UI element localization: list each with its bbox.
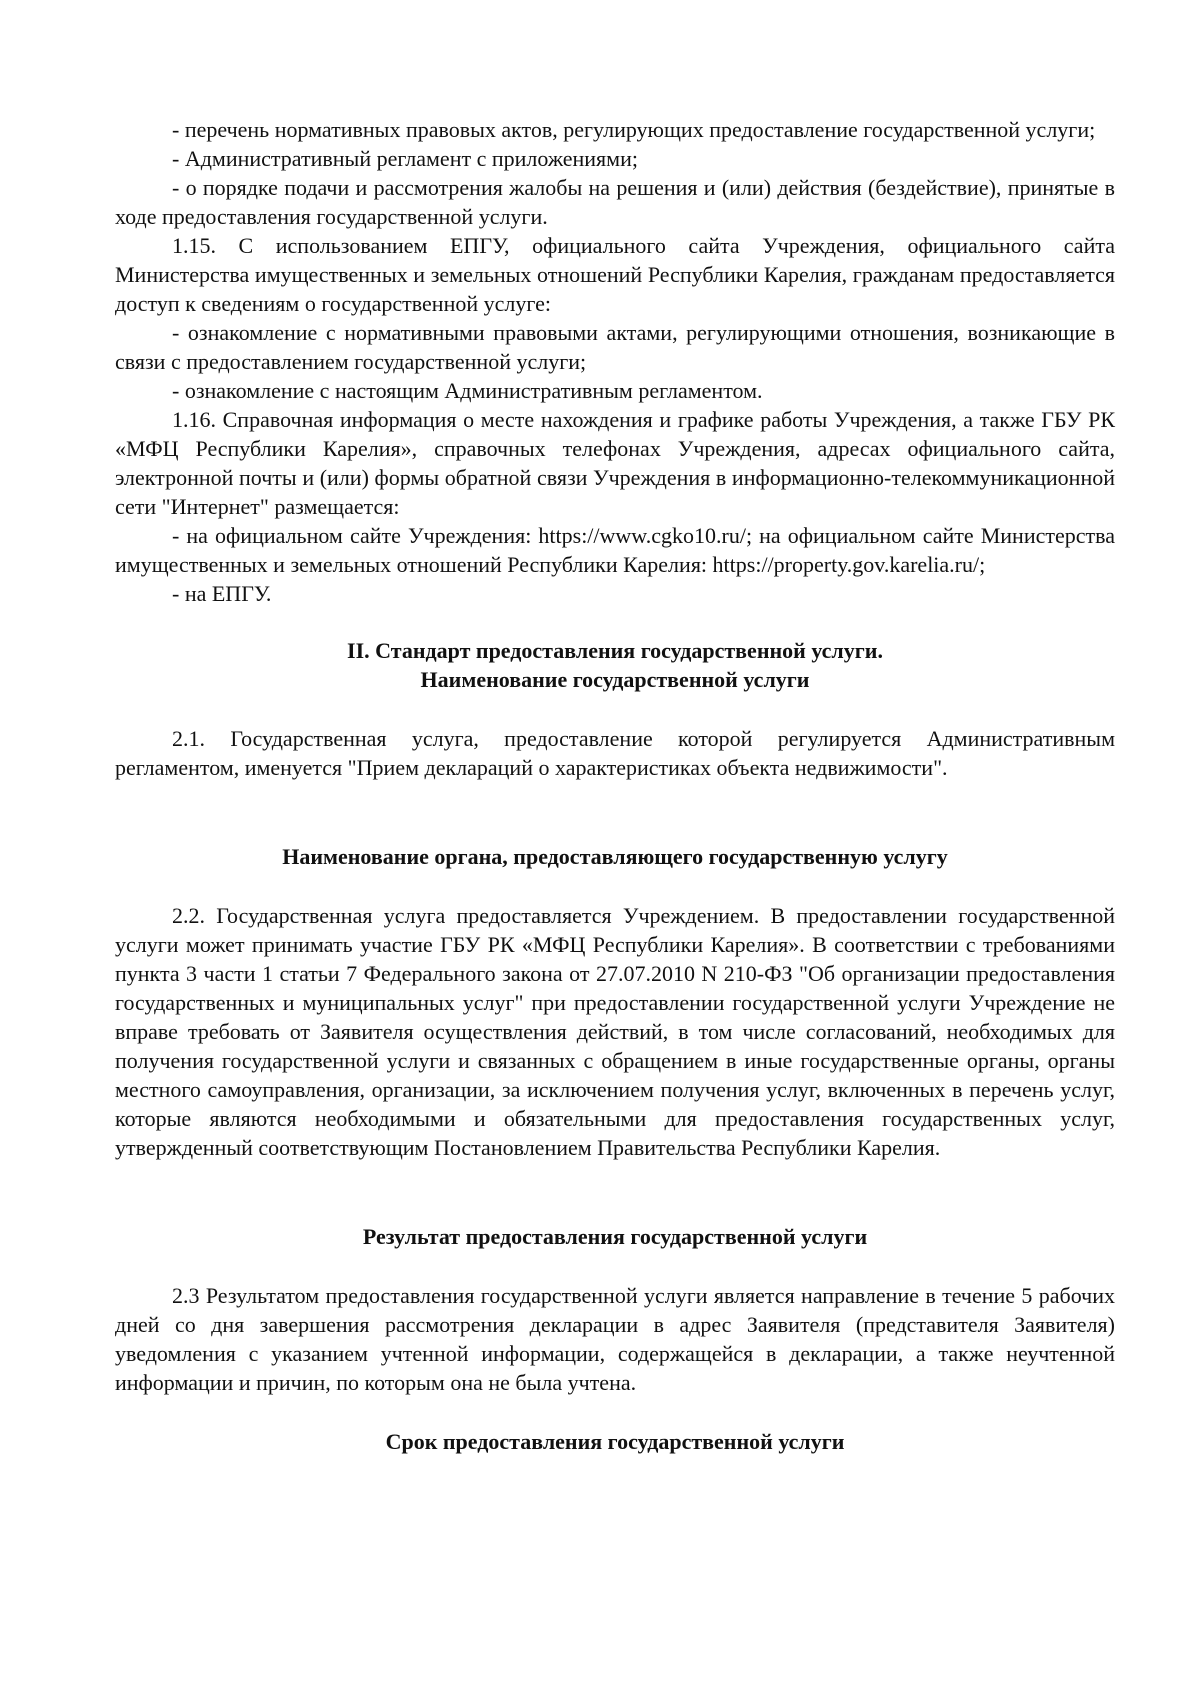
heading-service-term: Срок предоставления государственной услуги: [385, 1429, 845, 1454]
heading-service-result: Результат предоставления государственной услуги: [362, 1224, 868, 1249]
section-2-subheading: Наименование государственной услуги: [420, 667, 810, 692]
list-item-complaint-procedure: - о порядке подачи и рассмотрения жалобы на решения и (или) действия (бездействие), принятые в ходе предоставления государственной услуги.: [115, 175, 1115, 229]
paragraph-1-15: 1.15. С использованием ЕПГУ, официального сайта Учреждения, официального сайта Министерства имущественных и земельных отношений Республики Карелия, гражданам предоставляется доступ к сведениям о государственной услуге:: [115, 233, 1115, 316]
section-2-heading: II. Стандарт предоставления государственной услуги.: [347, 638, 883, 663]
paragraph-2-3: 2.3 Результатом предоставления государственной услуги является направление в течение 5 рабочих дней со дня завершения рассмотрения декларации в адрес Заявителя (представителя Заявителя) уведомления с указанием учтенной информации, содержащейся в декларации, а также неучтенной информации и причин, по которым она не была учтена.: [115, 1283, 1115, 1395]
heading-service-organ: Наименование органа, предоставляющего государственную услугу: [282, 844, 948, 869]
paragraph-2-1: 2.1. Государственная услуга, предоставление которой регулируется Административным регламентом, именуется "Прием деклараций о характеристиках объекта недвижимости".: [115, 726, 1115, 780]
list-item-normative-acts: - перечень нормативных правовых актов, регулирующих предоставление государственной услуги;: [172, 117, 1096, 142]
list-item-familiarization-regulation: - ознакомление с настоящим Административным регламентом.: [172, 378, 763, 403]
paragraph-1-16: 1.16. Справочная информация о месте нахождения и графике работы Учреждения, а также ГБУ РК «МФЦ Республики Карелия», справочных телефонах Учреждения, адресах официального сайта, электронной почты и (или) формы обратной связи Учреждения в информационно-телекоммуникационной сети "Интернет" размещается:: [115, 407, 1115, 519]
list-item-familiarization-acts: - ознакомление с нормативными правовыми актами, регулирующими отношения, возникающие в связи с предоставлением государственной услуги;: [115, 320, 1115, 374]
list-item-epgu: - на ЕПГУ.: [172, 581, 272, 606]
list-item-admin-regulation: - Административный регламент с приложениями;: [172, 146, 638, 171]
paragraph-2-2: 2.2. Государственная услуга предоставляется Учреждением. В предоставлении государственной услуги может принимать участие ГБУ РК «МФЦ Республики Карелия». В соответствии с требованиями пункта 3 части 1 статьи 7 Федерального закона от 27.07.2010 N 210-ФЗ "Об организации предоставления государственных и муниципальных услуг" при предоставлении государственной услуги Учреждение не вправе требовать от Заявителя осуществления действий, в том числе согласований, необходимых для получения государственной услуги и связанных с обращением в иные государственные органы, органы местного самоуправления, организации, за исключением получения услуг, включенных в перечень услуг, которые являются необходимыми и обязательными для предоставления государственных услуг, утвержденный соответствующим Постановлением Правительства Республики Карелия.: [115, 903, 1115, 1160]
document-body: [115, 115, 1115, 1456]
list-item-official-sites: - на официальном сайте Учреждения: https://www.cgko10.ru/; на официальном сайте Министерства имущественных и земельных отношений Республики Карелия: https://property.gov.karelia.ru/;: [115, 523, 1115, 577]
